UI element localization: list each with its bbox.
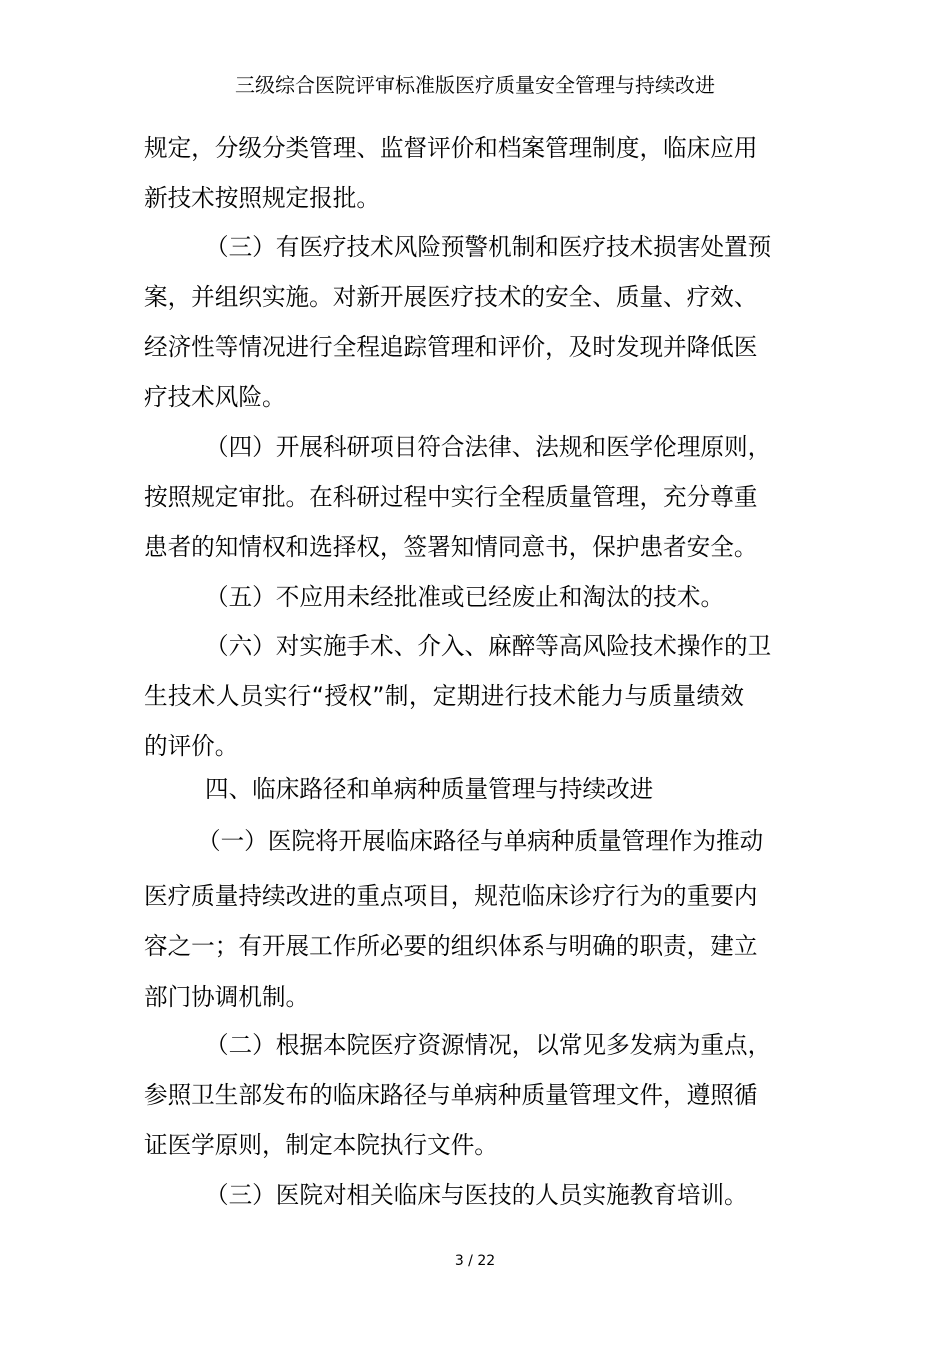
body-line: （六）对实施手术、介入、麻醉等高风险技术操作的卫 [205, 632, 772, 660]
body-line: 按照规定审批。在科研过程中实行全程质量管理，充分尊重 [144, 483, 758, 511]
body-line: （三）医院对相关临床与医技的人员实施教育培训。 [205, 1181, 748, 1209]
body-line: 案，并组织实施。对新开展医疗技术的安全、质量、疗效、 [144, 283, 758, 311]
page-number: 3 / 22 [454, 1253, 496, 1269]
body-line: 部门协调机制。 [144, 983, 310, 1011]
body-line: 规定，分级分类管理、监督评价和档案管理制度，临床应用 [144, 134, 758, 162]
page-header-title: 三级综合医院评审标准版医疗质量安全管理与持续改进 [235, 73, 715, 97]
body-line: 生技术人员实行“授权”制，定期进行技术能力与质量绩效 [144, 682, 744, 710]
body-line: （一）医院将开展临床路径与单病种质量管理作为推动 [197, 827, 764, 855]
body-line: 的评价。 [144, 732, 239, 760]
body-line: 疗技术风险。 [144, 383, 286, 411]
body-line: 证医学原则，制定本院执行文件。 [144, 1131, 498, 1159]
body-line: 患者的知情权和选择权，签署知情同意书，保护患者安全。 [144, 533, 758, 561]
body-line: 容之一；有开展工作所必要的组织体系与明确的职责，建立 [144, 932, 758, 960]
body-line: （二）根据本院医疗资源情况，以常见多发病为重点， [205, 1031, 772, 1059]
body-line: （四）开展科研项目符合法律、法规和医学伦理原则， [205, 433, 772, 461]
body-line: 新技术按照规定报批。 [144, 184, 380, 212]
body-line: 医疗质量持续改进的重点项目，规范临床诊疗行为的重要内 [144, 882, 758, 910]
body-line: 参照卫生部发布的临床路径与单病种质量管理文件，遵照循 [144, 1081, 758, 1109]
body-line: 经济性等情况进行全程追踪管理和评价，及时发现并降低医 [144, 333, 758, 361]
body-line: （五）不应用未经批准或已经废止和淘汰的技术。 [205, 583, 725, 611]
section-heading: 四、临床路径和单病种质量管理与持续改进 [205, 775, 654, 803]
body-line: （三）有医疗技术风险预警机制和医疗技术损害处置预 [205, 233, 772, 261]
